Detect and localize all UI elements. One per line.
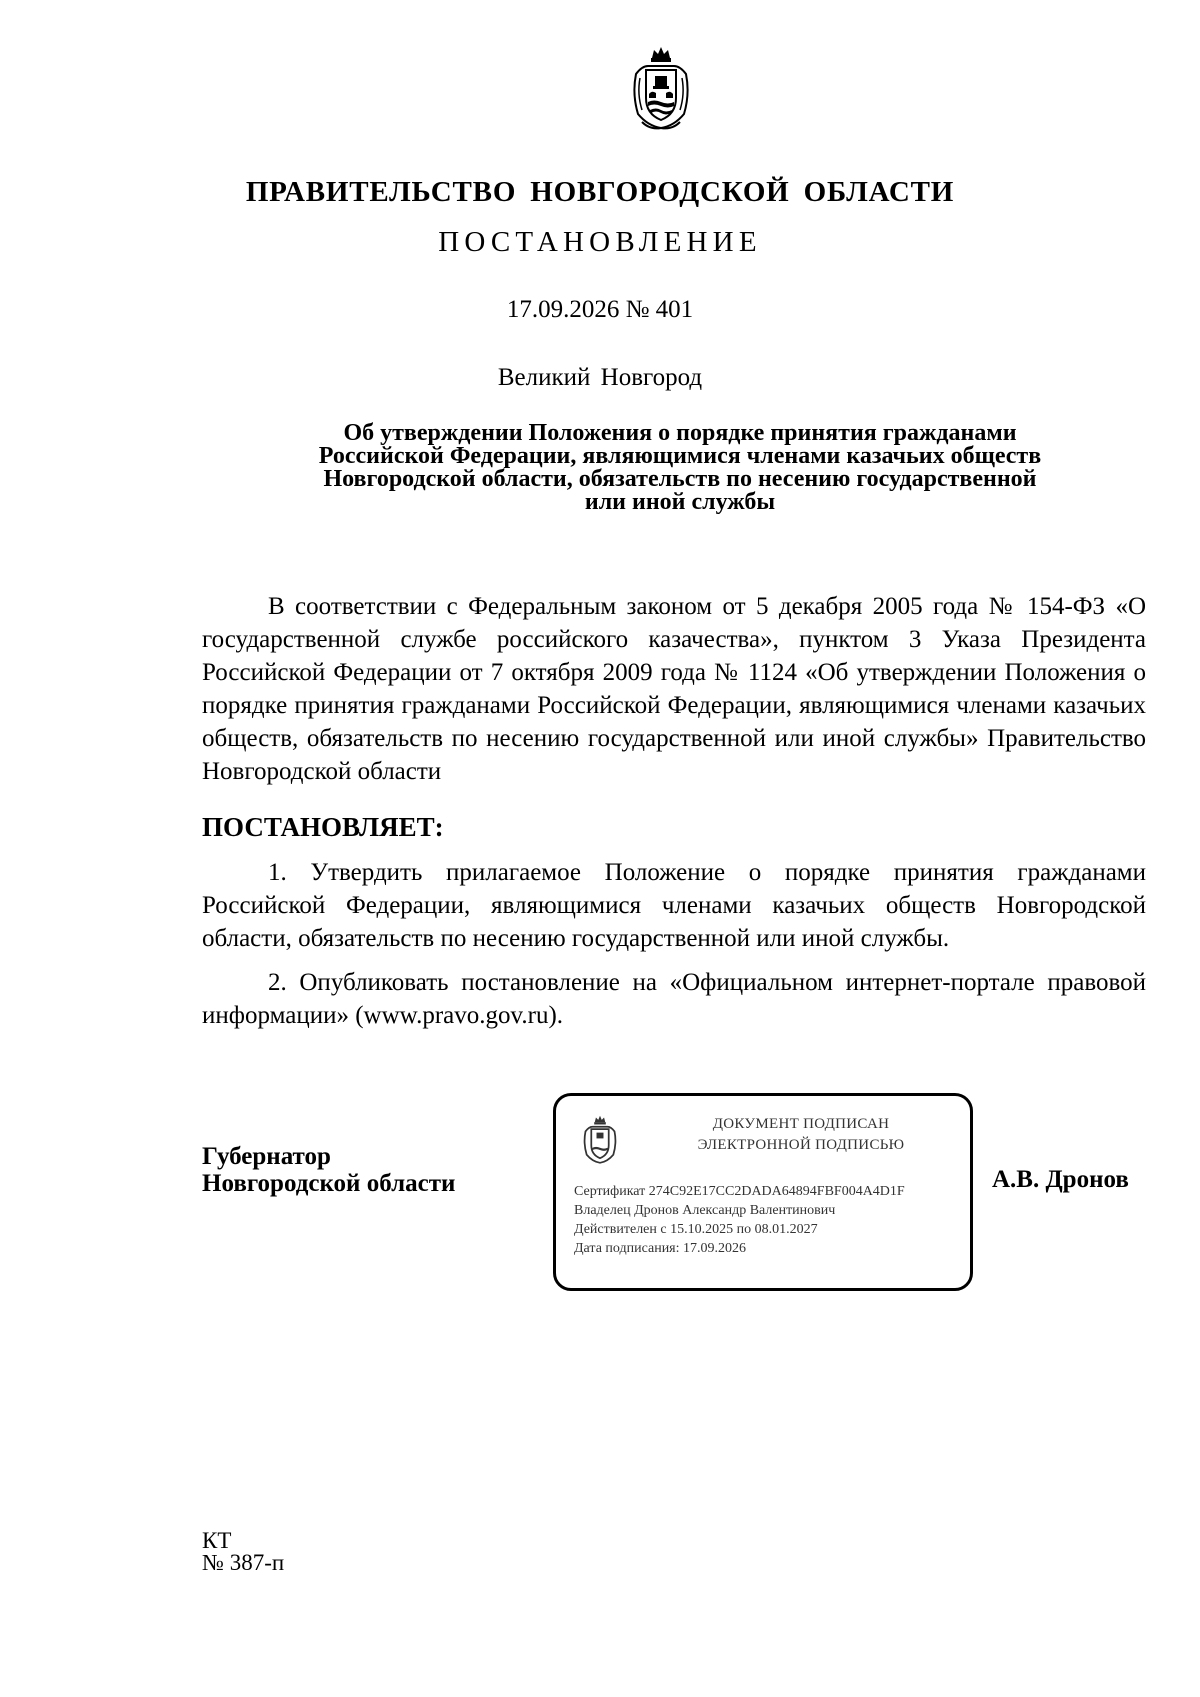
- document-date-number: 17.09.2026 № 401: [506, 296, 694, 323]
- document-city: Великий Новгород: [497, 364, 703, 391]
- footer-code: КТ: [202, 1528, 232, 1553]
- title-line: Новгородской области, обязательств по несению государственной: [323, 466, 1037, 492]
- item-1-paragraph: 1. Утвердить прилагаемое Положение о порядке принятия гражданами Российской Федерации, являющимися членами казачьих обществ Новгородской области, обязательств по несению государственной или иной службы.: [202, 859, 1146, 952]
- preamble-paragraph: В соответствии с Федеральным законом от 5 декабря 2005 года № 154-ФЗ «О государственной службе российского казачества», пунктом 3 Указа Президента Российской Федерации от 7 октября 2009 года № 1124 «Об утверждении Положения о порядке принятия гражданами Российской Федерации, являющимися членами казачьих обществ, обязательств по несению государственной или иной службы» Правительство Новгородской области: [202, 593, 1146, 785]
- footer-number: № 387-п: [202, 1550, 285, 1575]
- coat-of-arms-icon: [582, 1114, 618, 1164]
- stamp-owner: Владелец Дронов Александр Валентинович: [574, 1203, 836, 1218]
- stamp-heading-line1: ДОКУМЕНТ ПОДПИСАН: [712, 1116, 890, 1132]
- stamp-heading-line2: ЭЛЕКТРОННОЙ ПОДПИСЬЮ: [697, 1137, 905, 1153]
- item-2-paragraph: 2. Опубликовать постановление на «Официальном интернет-портале правовой информации» (www.pravo.gov.ru).: [202, 969, 1146, 1029]
- title-line: Российской Федерации, являющимися членами казачьих обществ: [318, 443, 1042, 469]
- title-line: Об утверждении Положения о порядке принятия гражданами: [343, 420, 1017, 446]
- footer-reference: [202, 1530, 284, 1574]
- signatory-title: [202, 1143, 455, 1197]
- document-type: ПОСТАНОВЛЕНИЕ: [438, 226, 762, 258]
- coat-of-arms-icon: [630, 44, 692, 130]
- signatory-title-line1: Губернатор: [202, 1143, 331, 1170]
- document-title: [200, 422, 1160, 514]
- stamp-signed-date: Дата подписания: 17.09.2026: [574, 1241, 747, 1256]
- stamp-validity: Действителен с 15.10.2025 по 08.01.2027: [574, 1222, 818, 1237]
- title-line: или иной службы: [584, 489, 776, 515]
- decree-word: ПОСТАНОВЛЯЕТ:: [202, 812, 444, 842]
- stamp-certificate: Сертификат 274C92E17CC2DADA64894FBF004A4D1F: [574, 1184, 905, 1199]
- government-name: ПРАВИТЕЛЬСТВО НОВГОРОДСКОЙ ОБЛАСТИ: [245, 176, 955, 208]
- signatory-title-line2: Новгородской области: [202, 1170, 456, 1197]
- signatory-name: А.В. Дронов: [992, 1166, 1129, 1193]
- electronic-signature-stamp: [553, 1093, 973, 1291]
